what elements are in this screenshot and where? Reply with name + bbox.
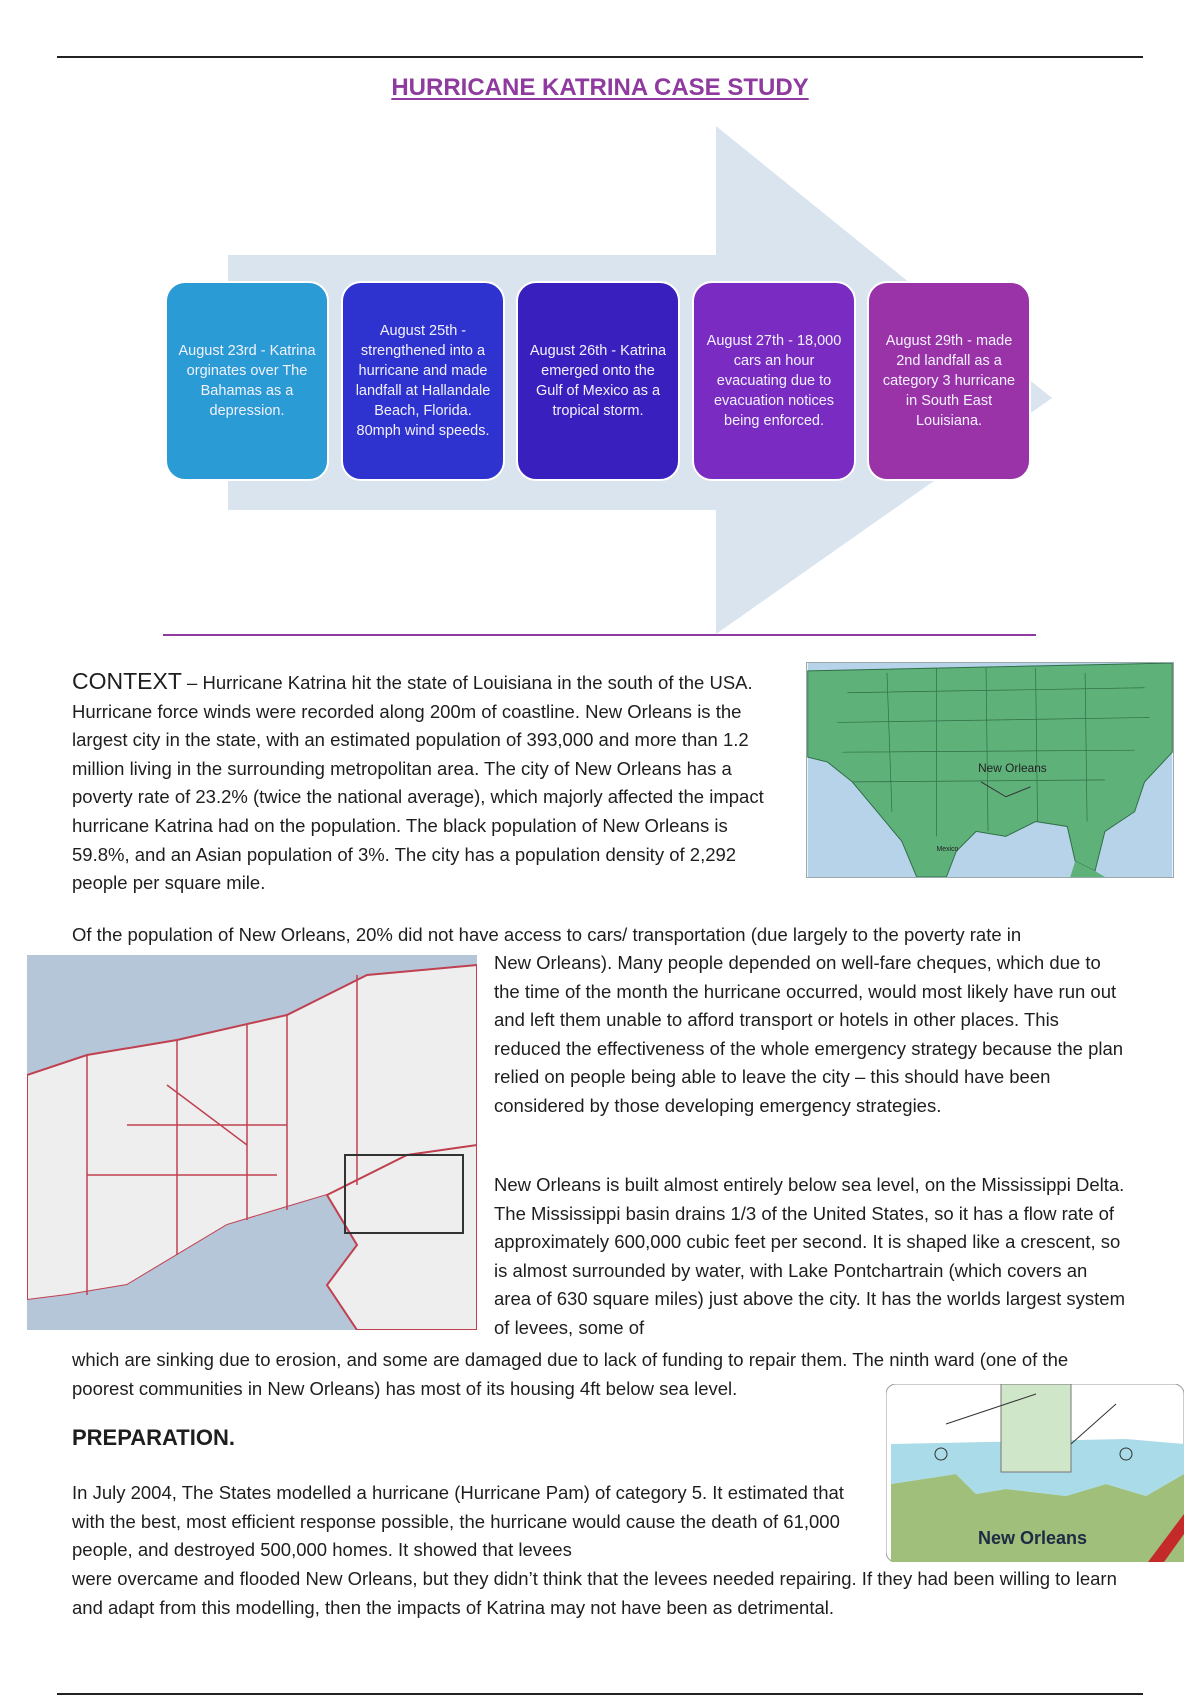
timeline-step-aug-27 xyxy=(692,281,856,481)
timeline-step-aug-23 xyxy=(165,281,329,481)
preparation-heading: PREPARATION. xyxy=(72,1425,235,1450)
geography-paragraph-wrapped: New Orleans is built almost entirely below sea level, on the Mississippi Delta. The Mississippi basin drains 1/3 of the United States, so it has a flow rate of approximately 600,000 cubic feet per second. It is shaped like a crescent, so is almost surrounded by water, with Lake Pontchartrain (which covers an area of 630 square miles) just above the city. It has the worlds largest system of levees, some of xyxy=(494,1174,1126,1338)
timeline-step-aug-25 xyxy=(341,281,505,481)
levee-inset-map xyxy=(886,1384,1184,1562)
timeline-step-text: August 23rd - Katrina orginates over The Bahamas as a depression. xyxy=(178,343,316,419)
timeline-step-aug-29 xyxy=(867,281,1031,481)
transport-paragraph-wrapped: New Orleans). Many people depended on well-fare cheques, which due to the time of the month the hurricane occurred, would most likely have run out and left them unable to afford transport or hotels in other places. This reduced the effectiveness of the whole emergency strategy because the plan relied on people being able to leave the city – this should have been considered by those developing emergency strategies. xyxy=(494,952,1124,1116)
bottom-rule xyxy=(57,1693,1143,1695)
transport-paragraph-line1: Of the population of New Orleans, 20% did not have access to cars/ transportation (due largely to the poverty rate in xyxy=(72,924,1022,945)
usa-map-mexico-label: Mexico xyxy=(936,846,959,854)
context-body: Hurricane Katrina hit the state of Louisiana in the south of the USA. Hurricane force winds were recorded along 200m of coastline. New Orleans is the largest city in the state, with an estimated population of 393,000 and more than 1.2 million living in the surrounding metropolitan area. The city of New Orleans has a poverty rate of 23.2% (twice the national average), which majorly affected the impact hurricane Katrina had on the population. The black population of New Orleans is 59.8%, and an Asian population of 3%. The city has a population density of 2,292 people per square mile. xyxy=(72,672,764,894)
timeline-step-text: August 27th - 18,000 cars an hour evacuating due to evacuation notices being enforced. xyxy=(706,333,842,429)
new-orleans-district-map xyxy=(27,955,477,1330)
preparation-paragraph-wrapped: In July 2004, The States modelled a hurricane (Hurricane Pam) of category 5. It estimated that with the best, most efficient response possible, the hurricane would cause the death of 61,000 people, and destroyed 500,000 homes. It showed that levees xyxy=(72,1482,844,1561)
timeline-step-text: August 29th - made 2nd landfall as a category 3 hurricane in South East Louisiana. xyxy=(882,333,1016,429)
timeline-step-aug-26 xyxy=(516,281,680,481)
section-separator xyxy=(163,634,1036,636)
context-dash: – xyxy=(181,672,203,693)
geography-paragraph-full: which are sinking due to erosion, and some are damaged due to lack of funding to repair them. The ninth ward (one of the poorest communities in New Orleans) has most of its housing 4ft below sea level. xyxy=(72,1349,1069,1399)
context-paragraph xyxy=(72,667,788,898)
levee-inset-map-label: New Orleans xyxy=(978,1528,1088,1548)
timeline-step-text: August 25th - strengthened into a hurricane and made landfall at Hallandale Beach, Florida. 80mph wind speeds. xyxy=(355,323,491,439)
context-label: CONTEXT xyxy=(72,668,182,694)
timeline-step-text: August 26th - Katrina emerged onto the Gulf of Mexico as a tropical storm. xyxy=(529,343,667,419)
usa-map-image xyxy=(806,662,1174,878)
page-title: HURRICANE KATRINA CASE STUDY xyxy=(391,74,809,101)
usa-map-label: New Orleans xyxy=(978,760,1047,775)
preparation-paragraph-full: were overcame and flooded New Orleans, but they didn’t think that the levees needed repairing. If they had been willing to learn and adapt from this modelling, then the impacts of Katrina may not have been as detrimental. xyxy=(72,1568,1117,1618)
